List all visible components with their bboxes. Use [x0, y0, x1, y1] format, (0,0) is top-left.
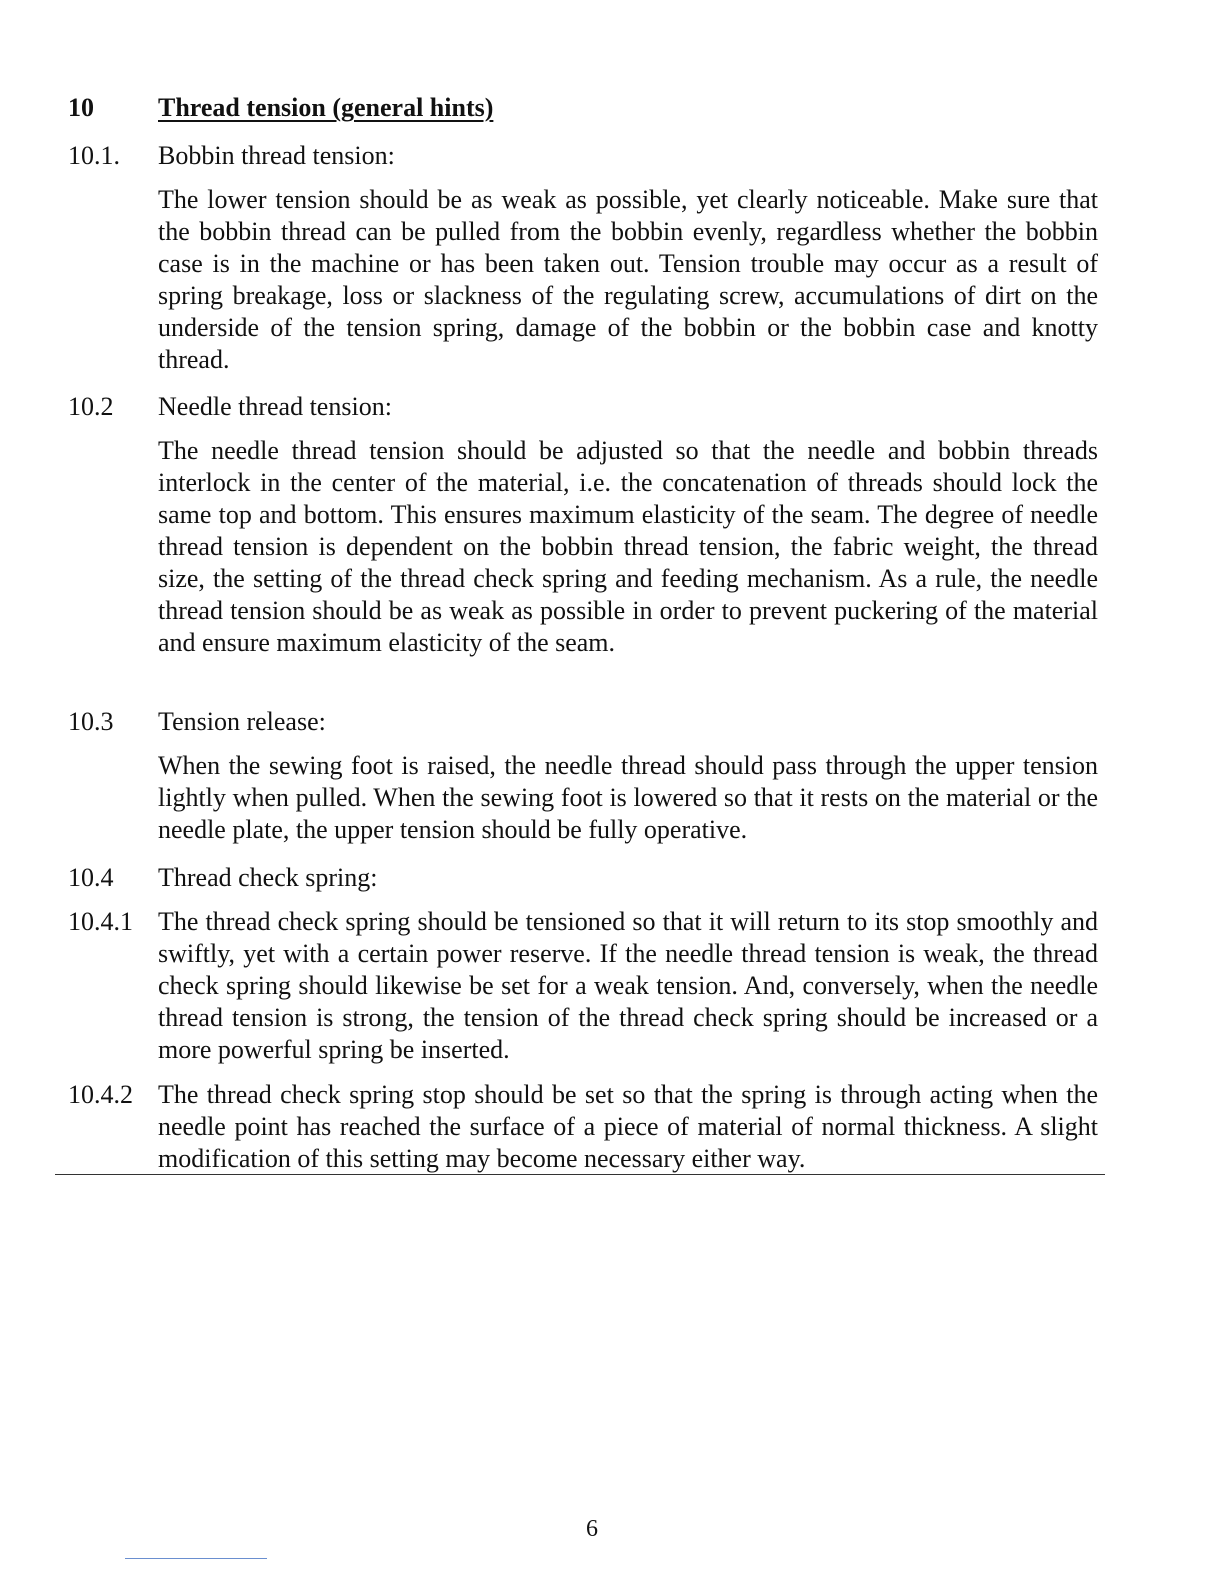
- section-title-needle-thread-tension: Needle thread tension:: [158, 392, 392, 421]
- heading-number: 10: [68, 93, 94, 122]
- section-title-thread-check-spring: Thread check spring:: [158, 863, 378, 892]
- section-number-10-4: 10.4: [68, 863, 114, 892]
- footer-line: [125, 1558, 267, 1559]
- section-number-10-1: 10.1.: [68, 141, 120, 170]
- section-body-tension-release: When the sewing foot is raised, the needle thread should pass through the upper tension lightly when pulled. When the sewing foot is lowered so that it rests on the material or the needle plate, the upper tension should be fully operative.: [158, 751, 1098, 844]
- section-divider: [55, 1174, 1105, 1175]
- section-body-bobbin-thread-tension: The lower tension should be as weak as possible, yet clearly noticeable. Make sure that the bobbin thread can be pulled from the bobbin evenly, regardless whether the bobbin case is in the machine or has been taken out. Tension trouble may occur as a result of spring breakage, loss or slackness of the regulating screw, accumulations of dirt on the underside of the tension spring, damage of the bobbin or the bobbin case and knotty thread.: [158, 185, 1098, 374]
- section-number-10-3: 10.3: [68, 707, 114, 736]
- section-body-10-4-2: The thread check spring stop should be set so that the spring is through acting when the needle point has reached the surface of a piece of material of normal thickness. A slight modification of this setting may become necessary either way.: [158, 1080, 1098, 1173]
- section-body-needle-thread-tension: The needle thread tension should be adjusted so that the needle and bobbin threads interlock in the center of the material, i.e. the concatenation of threads should lock the same top and bottom. This ensures maximum elasticity of the seam. The degree of needle thread tension is dependent on the bobbin thread tension, the fabric weight, the thread size, the setting of the thread check spring and feeding mechanism. As a rule, the needle thread tension should be as weak as possible in order to prevent puckering of the material and ensure maximum elasticity of the seam.: [158, 436, 1098, 657]
- section-title-bobbin-thread-tension: Bobbin thread tension:: [158, 141, 395, 170]
- section-body-10-4-1: The thread check spring should be tensioned so that it will return to its stop smoothly and swiftly, yet with a certain power reserve. If the needle thread tension is weak, the thread check spring should likewise be set for a weak tension. And, conversely, when the needle thread tension is strong, the tension of the thread check spring should be increased or a more powerful spring be inserted.: [158, 907, 1098, 1064]
- section-title-tension-release: Tension release:: [158, 707, 326, 736]
- section-number-10-4-2: 10.4.2: [68, 1080, 133, 1109]
- section-number-10-4-1: 10.4.1: [68, 907, 133, 936]
- heading-title: Thread tension (general hints): [158, 93, 494, 122]
- page-number: 6: [586, 1516, 598, 1542]
- section-number-10-2: 10.2: [68, 392, 114, 421]
